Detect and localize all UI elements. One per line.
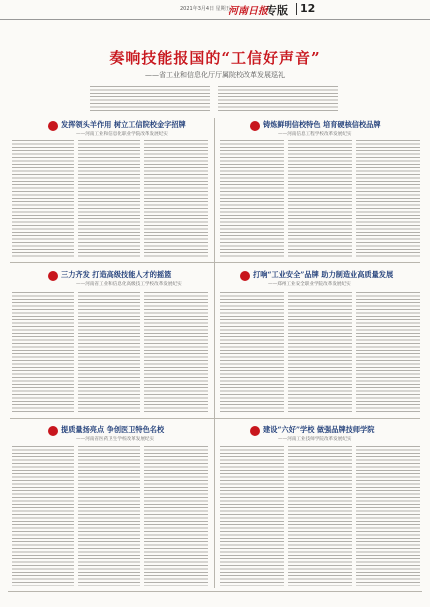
article-badge-icon (250, 121, 260, 131)
paper-logo: 河南日报 (228, 6, 268, 17)
article-body (78, 140, 140, 258)
issue-date: 2021年3月4日 星期五 (180, 6, 231, 12)
article-5 (48, 425, 164, 443)
article-body (144, 446, 208, 586)
section-label: 专版 (266, 4, 288, 17)
page-number: 12 (300, 2, 316, 15)
article-body (288, 446, 352, 586)
section-divider (10, 262, 420, 263)
article-body (12, 292, 74, 414)
article-title: 打响“工业安全”品牌 助力制造业高质量发展 (253, 270, 394, 279)
article-body (12, 446, 74, 586)
article-badge-icon (240, 271, 250, 281)
article-body (144, 292, 208, 414)
intro-text (90, 86, 210, 112)
article-badge-icon (48, 271, 58, 281)
article-badge-icon (250, 426, 260, 436)
article-4 (240, 270, 393, 288)
article-body (288, 292, 352, 414)
article-title: 提质量扬亮点 争创医卫特色名校 (61, 425, 165, 434)
article-title: 三力齐发 打造高级技能人才的摇篮 (61, 270, 172, 279)
article-6 (250, 425, 374, 443)
article-badge-icon (48, 426, 58, 436)
article-body (356, 292, 420, 414)
article-title: 铸炼鲜明信校特色 培育硬核信校品牌 (263, 120, 381, 129)
article-body (356, 140, 420, 258)
footer-divider (8, 591, 422, 592)
article-title: 发挥领头羊作用 树立工信院校金字招牌 (61, 120, 186, 129)
section-divider (10, 418, 420, 419)
article-body (220, 140, 284, 258)
article-body (78, 446, 140, 586)
article-body (12, 140, 74, 258)
article-body (220, 292, 284, 414)
column-divider (214, 118, 215, 588)
article-body (144, 140, 208, 258)
article-subtitle: ——郑州工业安全职业学院改革发展纪实 (268, 282, 351, 287)
article-subtitle: ——河南省医药卫生学校改革发展纪实 (76, 437, 155, 442)
article-body (220, 446, 284, 586)
article-body (288, 140, 352, 258)
feature-title: 奏响技能报国的“工信好声音” (109, 49, 321, 67)
feature-subtitle: ——省工业和信息化厅厅属院校改革发展巡礼 (145, 71, 285, 79)
article-subtitle: ——河南工业技师学院改革发展纪实 (278, 437, 352, 442)
intro-text (218, 86, 338, 112)
article-subtitle: ——河南信息工程学校改革发展纪实 (278, 132, 352, 137)
article-2 (250, 120, 381, 138)
article-badge-icon (48, 121, 58, 131)
article-body (78, 292, 140, 414)
article-3 (48, 270, 182, 288)
page-header (0, 0, 430, 20)
article-subtitle: ——河南工业和信息化职业学院改革发展纪实 (76, 132, 168, 137)
header-divider (296, 3, 297, 15)
article-1 (48, 120, 186, 138)
article-body (356, 446, 420, 586)
article-subtitle: ——河南省工业和信息化高级技工学校改革发展纪实 (76, 282, 182, 287)
article-title: 建设“六好”学校 做强品牌技师学院 (263, 425, 375, 434)
